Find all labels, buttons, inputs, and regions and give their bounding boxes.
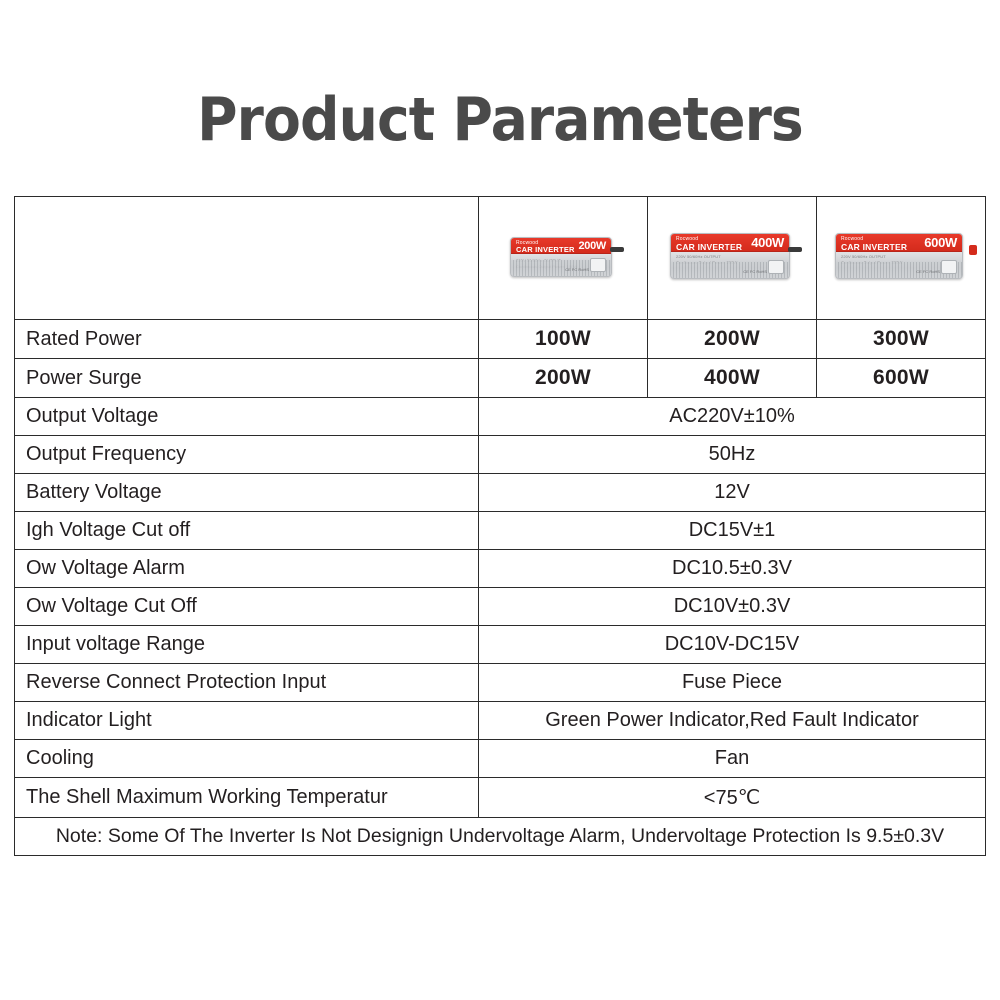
- ac-socket-600w: [941, 260, 957, 274]
- table-row: [15, 740, 986, 778]
- power-cord-400w: [788, 247, 802, 252]
- spec-value-reverse-connect-protection: Fuse Piece: [479, 664, 986, 702]
- page-title: Product Parameters: [197, 85, 803, 155]
- product-brand-200w: Rocwood: [516, 239, 539, 246]
- product-sub1-400w: 220V 50/60Hz OUTPUT: [676, 253, 721, 259]
- product-watt-400w: 400W: [751, 235, 784, 250]
- table-row-note: [15, 818, 986, 856]
- power-cord-200w: [610, 247, 624, 252]
- inverter-illustration-600w: [827, 225, 975, 287]
- spec-value-power-surge-200w: 200W: [479, 359, 648, 398]
- spec-label-output-voltage: Output Voltage: [15, 398, 479, 436]
- spec-value-rated-power-400w: 200W: [648, 320, 817, 359]
- product-watt-600w: 600W: [924, 235, 957, 250]
- spec-value-output-voltage: AC220V±10%: [479, 398, 986, 436]
- spec-table-corner-cell: [15, 197, 479, 320]
- spec-value-low-voltage-alarm: DC10.5±0.3V: [479, 550, 986, 588]
- spec-label-indicator-light: Indicator Light: [15, 702, 479, 740]
- spec-value-input-voltage-range: DC10V-DC15V: [479, 626, 986, 664]
- product-brand-400w: Rocwood: [676, 235, 699, 242]
- spec-label-battery-voltage: Battery Voltage: [15, 474, 479, 512]
- table-row: [15, 778, 986, 818]
- spec-label-high-voltage-cut-off: Igh Voltage Cut off: [15, 512, 479, 550]
- product-image-row: [15, 197, 986, 320]
- product-model-200w: CAR INVERTER: [516, 244, 575, 254]
- spec-value-rated-power-600w: 300W: [817, 320, 986, 359]
- table-row: [15, 626, 986, 664]
- spec-label-low-voltage-cut-off: Ow Voltage Cut Off: [15, 588, 479, 626]
- certification-marks-200w: CE FC RoHS: [565, 266, 589, 272]
- spec-label-output-frequency: Output Frequency: [15, 436, 479, 474]
- spec-value-power-surge-600w: 600W: [817, 359, 986, 398]
- spec-value-rated-power-200w: 100W: [479, 320, 648, 359]
- ac-socket-400w: [768, 260, 784, 274]
- spec-label-shell-max-temperature: The Shell Maximum Working Temperatur: [15, 778, 479, 818]
- spec-value-indicator-light: Green Power Indicator,Red Fault Indicator: [479, 702, 986, 740]
- table-row: [15, 436, 986, 474]
- spec-value-shell-max-temperature: <75℃: [479, 778, 986, 818]
- product-model-400w: CAR INVERTER: [676, 241, 743, 252]
- table-row: [15, 702, 986, 740]
- product-cell-400w: [648, 197, 817, 320]
- product-brand-600w: Rocwood: [841, 235, 864, 242]
- table-row: [15, 474, 986, 512]
- table-row: [15, 398, 986, 436]
- spec-table: [14, 196, 986, 856]
- spec-value-battery-voltage: 12V: [479, 474, 986, 512]
- spec-label-reverse-connect-protection: Reverse Connect Protection Input: [15, 664, 479, 702]
- spec-label-cooling: Cooling: [15, 740, 479, 778]
- spec-value-high-voltage-cut-off: DC15V±1: [479, 512, 986, 550]
- spec-value-low-voltage-cut-off: DC10V±0.3V: [479, 588, 986, 626]
- table-row: [15, 359, 986, 398]
- table-row: [15, 550, 986, 588]
- product-cell-200w: [479, 197, 648, 320]
- spec-label-rated-power: Rated Power: [15, 320, 479, 359]
- product-sub1-600w: 220V 50/60Hz OUTPUT: [841, 253, 886, 259]
- inverter-illustration-200w: [502, 225, 624, 287]
- certification-marks-400w: CE FC RoHS: [743, 268, 767, 274]
- table-row: [15, 664, 986, 702]
- product-watt-200w: 200W: [578, 240, 606, 252]
- inverter-illustration-400w: [662, 225, 802, 287]
- spec-value-output-frequency: 50Hz: [479, 436, 986, 474]
- table-row: [15, 588, 986, 626]
- spec-label-low-voltage-alarm: Ow Voltage Alarm: [15, 550, 479, 588]
- spec-label-input-voltage-range: Input voltage Range: [15, 626, 479, 664]
- ac-socket-200w: [590, 258, 606, 272]
- product-cell-600w: [817, 197, 986, 320]
- product-model-600w: CAR INVERTER: [841, 241, 908, 252]
- table-row: [15, 512, 986, 550]
- spec-label-power-surge: Power Surge: [15, 359, 479, 398]
- spec-value-power-surge-400w: 400W: [648, 359, 817, 398]
- spec-table-wrapper: [14, 196, 986, 856]
- power-plug-600w: [969, 245, 977, 255]
- spec-value-cooling: Fan: [479, 740, 986, 778]
- spec-note: Note: Some Of The Inverter Is Not Designign Undervoltage Alarm, Undervoltage Protection Is 9.5±0.3V: [15, 818, 986, 856]
- certification-marks-600w: CE FC RoHS: [916, 268, 940, 274]
- table-row: [15, 320, 986, 359]
